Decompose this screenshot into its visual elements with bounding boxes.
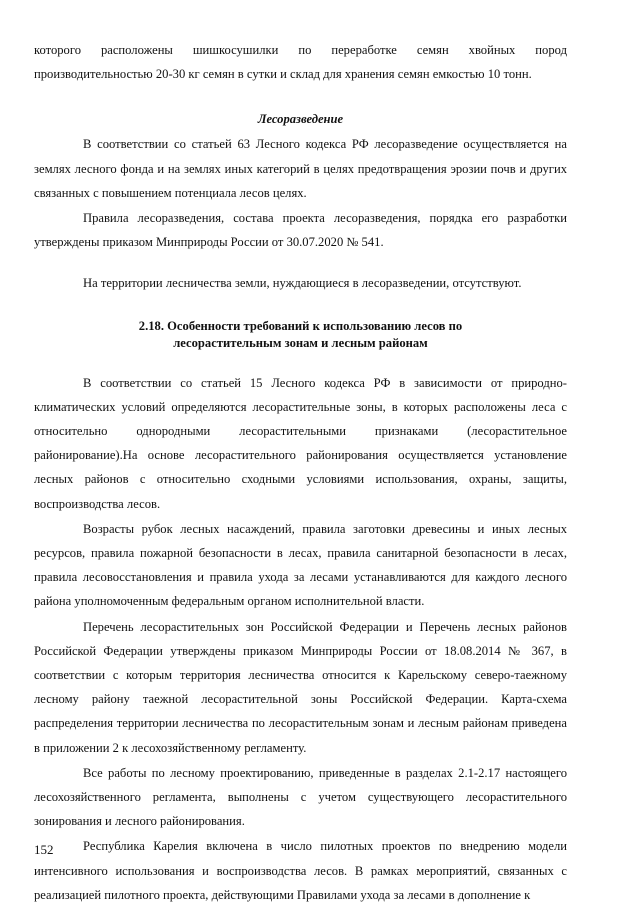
paragraph-top: которого расположены шишкосушилки по переработке семян хвойных пород производительностью 20-30 кг семян в сутки и склад для хранения семян емкостью 10 тонн. <box>34 43 567 82</box>
page-number: 152 <box>34 842 54 857</box>
section-heading-line-2: лесорастительным зонам и лесным районам <box>173 335 428 350</box>
page-content <box>34 38 567 907</box>
paragraph-afforestation-1: В соответствии со статьей 63 Лесного кодекса РФ лесоразведение осуществляется на землях лесного фонда и на землях иных категорий в целях предотвращения эрозии почв и других связанных с повышением потенциала лесов целях. <box>34 137 567 200</box>
paragraph-zones-4: Все работы по лесному проектированию, приведенные в разделах 2.1-2.17 настоящего лесохозяйственного регламента, выполнены с учетом существующего лесорастительного зонирования и лесного районирования. <box>34 765 567 829</box>
subtitle-afforestation: Лесоразведение <box>257 112 344 127</box>
paragraph-zones-3: Перечень лесорастительных зон Российской Федерации и Перечень лесных районов Российской Федерации утверждены приказом Минприроды России от 18.08.2014 № 367, в соответствии с которым территория лесничества относится к Карельскому северо-таежному лесному району таежной лесорастительной зоны Российской Федерации. Карта-схема распределения территории лесничества по лесорастительным зонам и лесным районам приведена в приложении 2 к лесохозяйственному регламенту. <box>34 619 567 755</box>
section-heading-line-1: 2.18. Особенности требований к использованию лесов по <box>138 318 463 333</box>
paragraph-zones-2: Возрасты рубок лесных насаждений, правила заготовки древесины и иных лесных ресурсов, правила пожарной безопасности в лесах, правила санитарной безопасности в лесах, правила лесовосстановления и правила ухода за лесами устанавливаются для каждого лесного района уполномоченным федеральным органом исполнительной власти. <box>34 521 567 609</box>
paragraph-afforestation-3: На территории лесничества земли, нуждающиеся в лесоразведении, отсутствуют. <box>83 276 522 291</box>
section-heading <box>34 318 567 352</box>
paragraph-zones-5: Республика Карелия включена в число пилотных проектов по внедрению модели интенсивного использования и воспроизводства лесов. В рамках мероприятий, связанных с реализацией пилотного проекта, действующими Правилами ухода за лесами в дополнение к <box>34 839 567 902</box>
paragraph-zones-1: В соответствии со статьей 15 Лесного кодекса РФ в зависимости от природно-климатических условий определяются лесорастительные зоны, в которых расположены леса с относительно однородными лесорастительными признаками (лесорастительное районирование).На основе лесорастительного районирования осуществляется установление лесных районов с относительно сходными условиями использования, охраны, защиты, воспроизводства лесов. <box>34 375 567 511</box>
paragraph-afforestation-2: Правила лесоразведения, состава проекта лесоразведения, порядка его разработки утверждены приказом Минприроды России от 30.07.2020 № 541. <box>34 211 567 250</box>
